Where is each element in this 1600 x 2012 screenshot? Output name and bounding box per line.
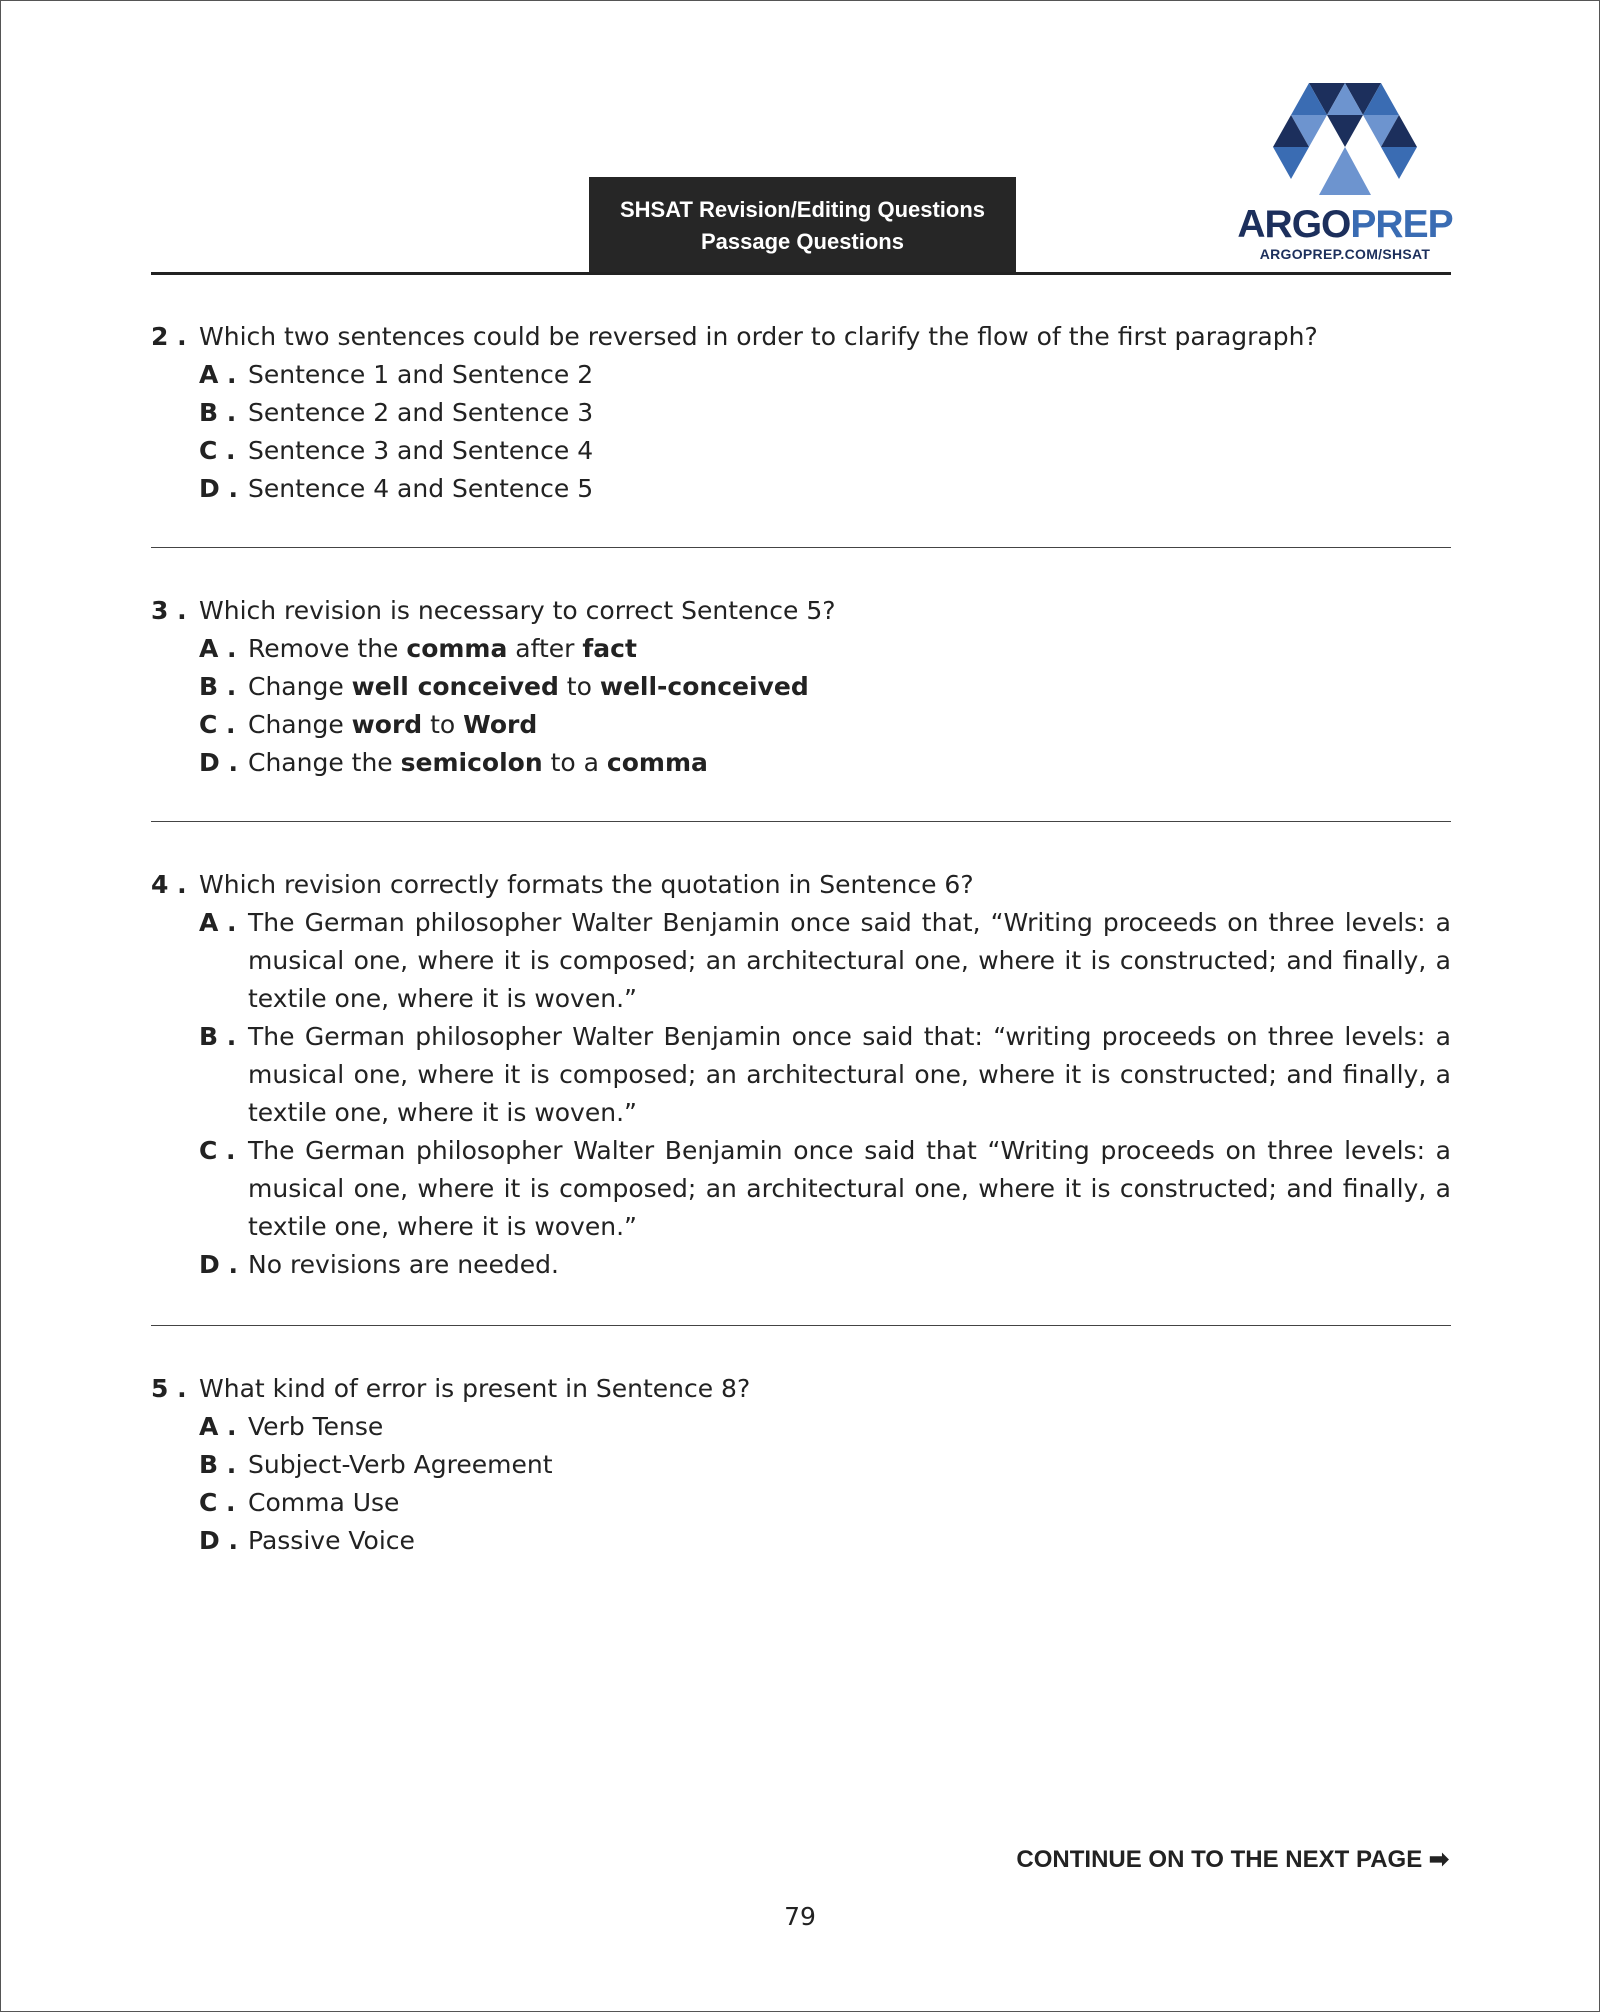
option-text-part: Change xyxy=(248,672,352,701)
answer-option[interactable] xyxy=(199,668,1451,706)
option-keyword: semicolon xyxy=(400,748,543,777)
option-keyword: comma xyxy=(606,748,708,777)
answer-option[interactable] xyxy=(199,394,1451,432)
option-text-part: Verb Tense xyxy=(248,1412,384,1441)
option-text xyxy=(248,668,1451,706)
logo-triangle-icon xyxy=(1273,83,1417,199)
option-text xyxy=(248,904,1451,1018)
continue-text: CONTINUE ON TO THE NEXT PAGE xyxy=(1016,1846,1423,1873)
option-text-part: Sentence 2 and Sentence 3 xyxy=(248,398,594,427)
option-text xyxy=(248,1246,1451,1284)
answer-option[interactable] xyxy=(199,706,1451,744)
question-number: 3 . xyxy=(151,596,187,625)
option-text xyxy=(248,394,1451,432)
answer-option[interactable] xyxy=(199,356,1451,394)
answer-option[interactable] xyxy=(199,1408,1451,1446)
argoprep-logo xyxy=(1229,79,1461,269)
question-divider xyxy=(151,1325,1451,1326)
logo-wordmark xyxy=(1229,203,1461,247)
option-letter: D . xyxy=(199,1526,238,1555)
option-letter: A . xyxy=(199,1412,237,1441)
option-text xyxy=(248,1522,1451,1560)
option-text-part: to xyxy=(422,710,464,739)
answer-option[interactable] xyxy=(199,1446,1451,1484)
logo-url: ARGOPREP.COM/SHSAT xyxy=(1259,246,1431,262)
section-header xyxy=(589,177,1016,273)
question-2 xyxy=(151,318,1451,508)
answer-option[interactable] xyxy=(199,1132,1451,1246)
option-text-part: Subject-Verb Agreement xyxy=(248,1450,553,1479)
arrow-right-icon: ➡ xyxy=(1428,1846,1449,1873)
answer-option[interactable] xyxy=(199,1246,1451,1284)
option-letter: B . xyxy=(199,1450,237,1479)
option-text-part: Change xyxy=(248,710,352,739)
option-text-part: Sentence 3 and Sentence 4 xyxy=(248,436,594,465)
option-text xyxy=(248,356,1451,394)
option-text xyxy=(248,744,1451,782)
option-letter: C . xyxy=(199,1488,236,1517)
question-divider xyxy=(151,821,1451,822)
option-text xyxy=(248,1408,1451,1446)
option-text-part: The German philosopher Walter Benjamin once said that “Writing proceeds on three levels: a musical one, where it is composed; an architectural one, where it is constructed; and finally, a textile one, where it is woven.” xyxy=(248,1136,1451,1241)
option-letter: D . xyxy=(199,1250,238,1279)
option-text xyxy=(248,470,1451,508)
section-subtitle: Passage Questions xyxy=(701,229,904,254)
answer-option[interactable] xyxy=(199,1484,1451,1522)
option-letter: C . xyxy=(199,710,236,739)
question-3 xyxy=(151,592,1451,782)
option-keyword: fact xyxy=(582,634,637,663)
page-number: 79 xyxy=(784,1902,816,1931)
question-number: 5 . xyxy=(151,1374,187,1403)
option-text-part: No revisions are needed. xyxy=(248,1250,559,1279)
option-text xyxy=(248,432,1451,470)
option-letter: D . xyxy=(199,748,238,777)
option-keyword: Word xyxy=(463,710,538,739)
question-4 xyxy=(151,866,1451,1284)
option-text-part: after xyxy=(507,634,583,663)
answer-option[interactable] xyxy=(199,1018,1451,1132)
option-text-part: The German philosopher Walter Benjamin once said that, “Writing proceeds on three levels: a musical one, where it is composed; an architectural one, where it is constructed; and finally, a textile one, where it is woven.” xyxy=(248,908,1451,1013)
question-text: Which two sentences could be reversed in order to clarify the flow of the first paragraph? xyxy=(199,322,1318,351)
question-number: 2 . xyxy=(151,322,187,351)
option-keyword: comma xyxy=(406,634,508,663)
question-text: What kind of error is present in Sentence 8? xyxy=(199,1374,751,1403)
option-text-part: Passive Voice xyxy=(248,1526,415,1555)
option-text-part: to a xyxy=(542,748,607,777)
option-text xyxy=(248,1446,1451,1484)
question-text: Which revision correctly formats the quotation in Sentence 6? xyxy=(199,870,974,899)
option-letter: A . xyxy=(199,908,237,937)
option-keyword: well conceived xyxy=(351,672,559,701)
answer-option[interactable] xyxy=(199,630,1451,668)
question-stem xyxy=(151,1370,1451,1408)
logo-word-argo: ARGO xyxy=(1237,203,1351,246)
question-stem xyxy=(151,866,1451,904)
answer-option[interactable] xyxy=(199,1522,1451,1560)
option-text-part: Remove the xyxy=(248,634,407,663)
question-stem xyxy=(151,318,1451,356)
option-letter: C . xyxy=(199,1136,236,1165)
option-letter: A . xyxy=(199,360,237,389)
option-text xyxy=(248,1132,1451,1246)
option-text-part: Sentence 4 and Sentence 5 xyxy=(248,474,594,503)
option-text-part: The German philosopher Walter Benjamin once said that: “writing proceeds on three levels: a musical one, where it is composed; an architectural one, where it is constructed; and finally, a textile one, where it is woven.” xyxy=(248,1022,1451,1127)
question-stem xyxy=(151,592,1451,630)
option-text-part: Sentence 1 and Sentence 2 xyxy=(248,360,594,389)
option-text-part: to xyxy=(558,672,600,701)
option-text-part: Change the xyxy=(248,748,401,777)
option-letter: D . xyxy=(199,474,238,503)
section-title: SHSAT Revision/Editing Questions xyxy=(619,197,986,222)
question-5 xyxy=(151,1370,1451,1560)
option-letter: B . xyxy=(199,398,237,427)
answer-option[interactable] xyxy=(199,744,1451,782)
option-text xyxy=(248,1018,1451,1132)
option-keyword: well-conceived xyxy=(599,672,809,701)
option-letter: B . xyxy=(199,672,237,701)
answer-option[interactable] xyxy=(199,904,1451,1018)
continue-note xyxy=(1016,1845,1449,1874)
question-number: 4 . xyxy=(151,870,187,899)
question-text: Which revision is necessary to correct Sentence 5? xyxy=(199,596,836,625)
option-text xyxy=(248,706,1451,744)
option-text-part: Comma Use xyxy=(248,1488,400,1517)
logo-word-prep: PREP xyxy=(1350,203,1453,246)
option-letter: C . xyxy=(199,436,236,465)
header-rule xyxy=(151,272,1451,275)
answer-option[interactable] xyxy=(199,470,1451,508)
option-text xyxy=(248,1484,1451,1522)
option-letter: B . xyxy=(199,1022,237,1051)
question-divider xyxy=(151,547,1451,548)
option-text xyxy=(248,630,1451,668)
answer-option[interactable] xyxy=(199,432,1451,470)
option-keyword: word xyxy=(351,710,423,739)
option-letter: A . xyxy=(199,634,237,663)
